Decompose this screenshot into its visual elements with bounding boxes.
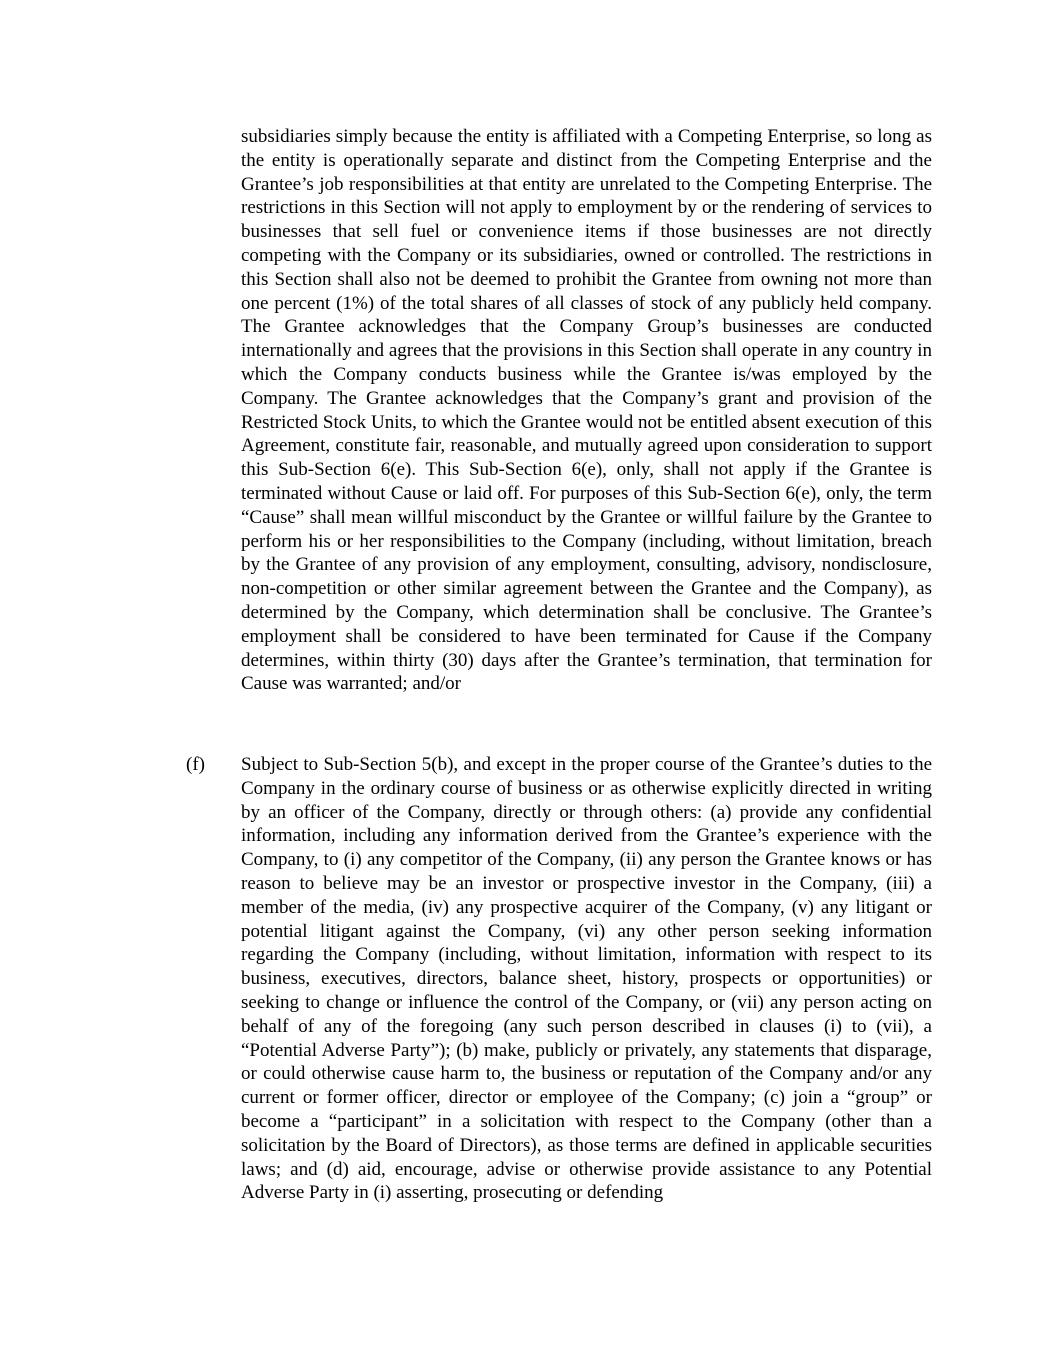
section-f-text: Subject to Sub-Section 5(b), and except in the proper course of the Grantee’s duties to the Company in the ordinary course of business or as otherwise explicitly directed in writing by an officer of the Company, directly or through others: (a) provide any confidential information, including any information derived from the Grantee’s experience with the Company, to (i) any competitor of the Company, (ii) any person the Grantee knows or has reason to believe may be an investor or prospective investor in the Company, (iii) a member of the media, (iv) any prospective acquirer of the Company, (v) any litigant or potential litigant against the Company, (vi) any other person seeking information regarding the Company (including, without limitation, information with respect to its business, executives, directors, balance sheet, history, prospects or opportunities) or seeking to change or influence the control of the Company, or (vii) any person acting on behalf of any of the foregoing (any such person described in clauses (i) to (vii), a “Potential Adverse Party”); (b) make, publicly or privately, any statements that disparage, or could otherwise cause harm to, the business or reputation of the Company and/or any current or former officer, director or employee of the Company; (c) join a “group” or become a “participant” in a solicitation with respect to the Company (other than a solicitation by the Board of Directors), as those terms are defined in applicable securities laws; and (d) aid, encourage, advise or otherwise provide assistance to any Potential Adverse Party in (i) asserting, prosecuting or defending bbox=[241, 754, 932, 1204]
section-f-marker: (f) bbox=[186, 754, 205, 775]
section-f bbox=[186, 753, 932, 1205]
continuation-paragraph: subsidiaries simply because the entity is affiliated with a Competing Enterprise, so long as the entity is operationally separate and distinct from the Competing Enterprise and the Grantee’s job responsibilities at that entity are unrelated to the Competing Enterprise. The restrictions in this Section will not apply to employment by or the rendering of services to businesses that sell fuel or convenience items if those businesses are not directly competing with the Company or its subsidiaries, owned or controlled. The restrictions in this Section shall also not be deemed to prohibit the Grantee from owning not more than one percent (1%) of the total shares of all classes of stock of any publicly held company. The Grantee acknowledges that the Company Group’s businesses are conducted internationally and agrees that the provisions in this Section shall operate in any country in which the Company conducts business while the Grantee is/was employed by the Company. The Grantee acknowledges that the Company’s grant and provision of the Restricted Stock Units, to which the Grantee would not be entitled absent execution of this Agreement, constitute fair, reasonable, and mutually agreed upon consideration to support this Sub-Section 6(e). This Sub-Section 6(e), only, shall not apply if the Grantee is terminated without Cause or laid off. For purposes of this Sub-Section 6(e), only, the term “Cause” shall mean willful misconduct by the Grantee or willful failure by the Grantee to perform his or her responsibilities to the Company (including, without limitation, breach by the Grantee of any provision of any employment, consulting, advisory, nondisclosure, non-competition or other similar agreement between the Grantee and the Company), as determined by the Company, which determination shall be conclusive. The Grantee’s employment shall be considered to have been terminated for Cause if the Company determines, within thirty (30) days after the Grantee’s termination, that termination for Cause was warranted; and/or bbox=[241, 126, 932, 695]
